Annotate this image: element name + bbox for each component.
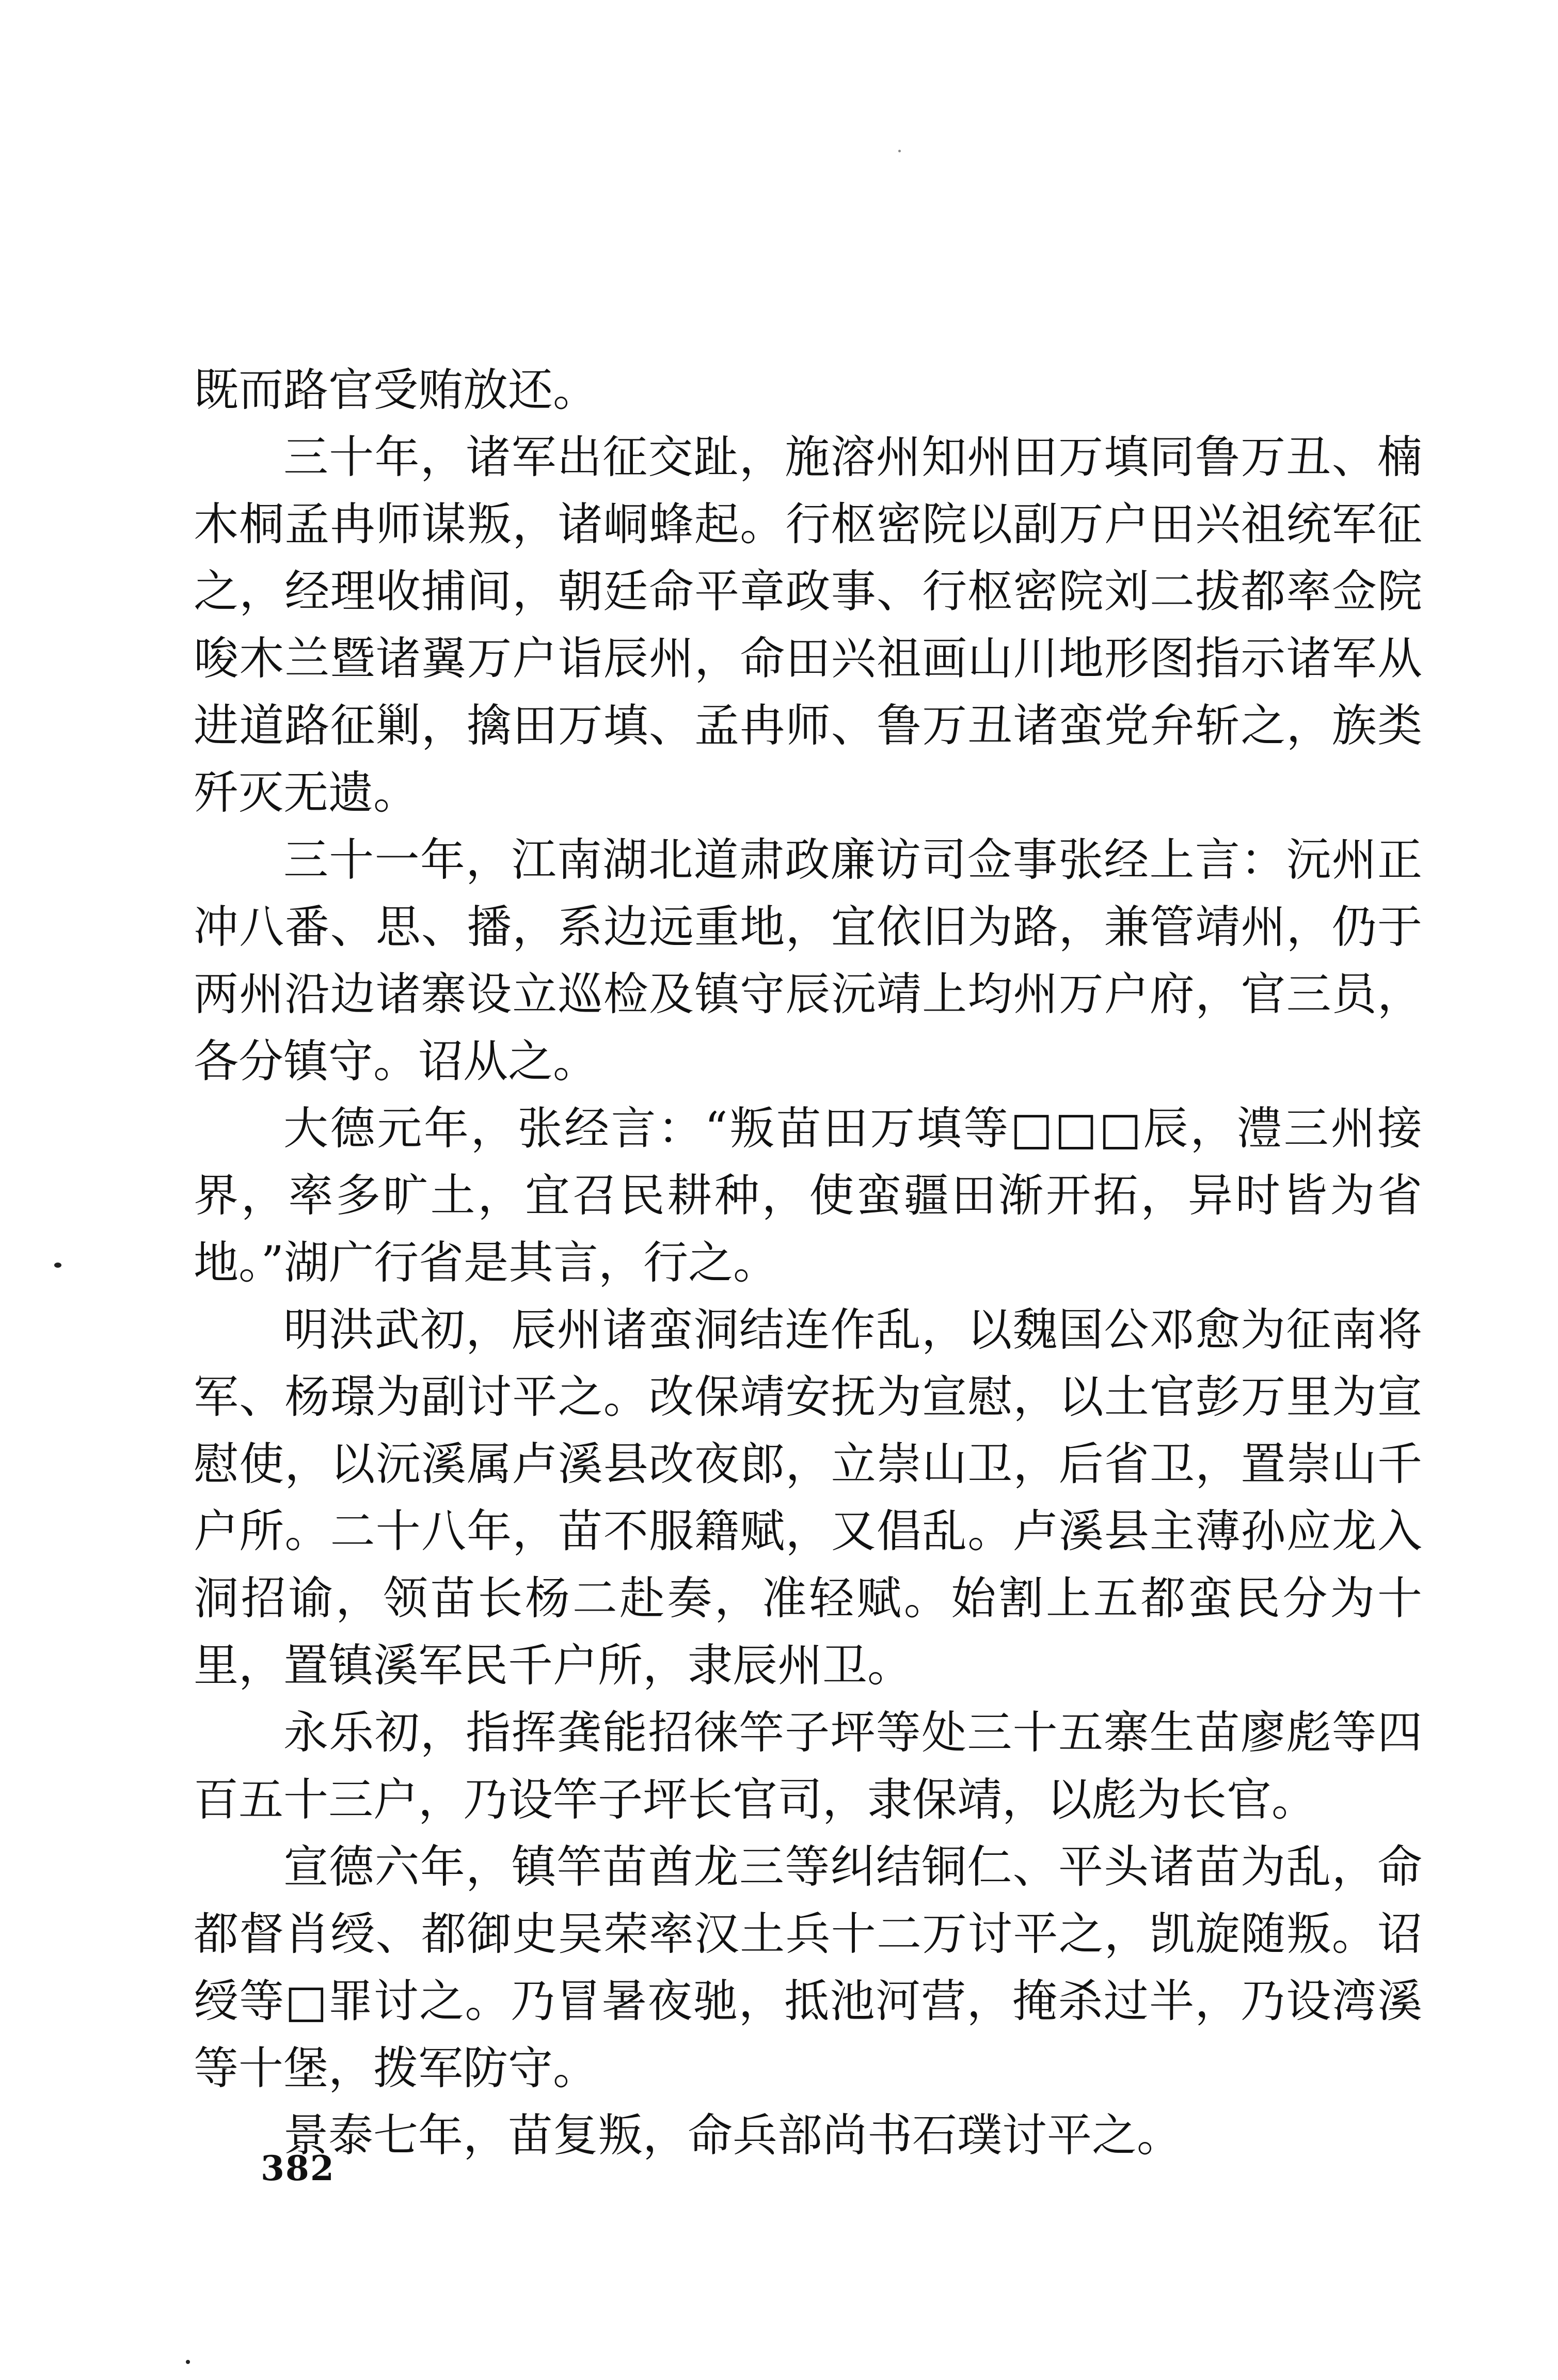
paragraph: 三十年，诸军出征交趾，施溶州知州田万填同鲁万丑、楠木桐孟冉师谋叛，诸峒蜂起。行枢密院以副万户田兴祖统军征之，经理收捕间，朝廷命平章政事、行枢密院刘二拔都率佥院唆木兰暨诸翼万户诣辰州，命田兴祖画山川地形图指示诸军从进道路征剿，擒田万填、孟冉师、鲁万丑诸蛮党弁斩之，族类歼灭无遗。 [194,431,1422,819]
page-number: 382 [261,2148,335,2188]
paragraph-continuation: 既而路官受贿放还。 [194,364,598,416]
paragraph: 景泰七年，苗复叛，命兵部尚书石璞讨平之。 [283,2109,1182,2162]
scan-speck [186,2360,190,2364]
paragraph: 宣德六年，镇竿苗酋龙三等纠结铜仁、平头诸苗为乱，命都督肖绶、都御史吴荣率汉土兵十二万讨平之，凯旋随叛。诏绶等□罪讨之。乃冒暑夜驰，抵池河营，掩杀过半，乃设湾溪等十堡，拨军防守。 [194,1840,1422,2094]
scan-speck [898,150,901,152]
paragraph: 大德元年，张经言：“叛苗田万填等□□□辰，澧三州接界，率多旷土，宜召民耕种，使蛮疆田渐开拓，异时皆为省地。”湖广行省是其言，行之。 [194,1102,1422,1289]
scan-speck [54,1263,61,1268]
paragraph: 三十一年，江南湖北道肃政廉访司佥事张经上言：沅州正冲八番、思、播，系边远重地，宜依旧为路，兼管靖州，仍于两州沿边诸寨设立巡检及镇守辰沅靖上均州万户府，官三员，各分镇守。诏从之。 [194,833,1422,1087]
paragraph: 明洪武初，辰州诸蛮洞结连作乱，以魏国公邓愈为征南将军、杨璟为副讨平之。改保靖安抚为宣慰，以土官彭万里为宣慰使，以沅溪属卢溪县改夜郎，立崇山卫，后省卫，置崇山千户所。二十八年，苗不服籍赋，又倡乱。卢溪县主薄孙应龙入洞招谕，领苗长杨二赴奏，准轻赋。始割上五都蛮民分为十里，置镇溪军民千户所，隶辰州卫。 [194,1303,1422,1692]
body-text [194,356,1422,2169]
paragraph: 永乐初，指挥龚能招徕竿子坪等处三十五寨生苗廖彪等四百五十三户，乃设竿子坪长官司，隶保靖，以彪为长官。 [194,1706,1422,1826]
